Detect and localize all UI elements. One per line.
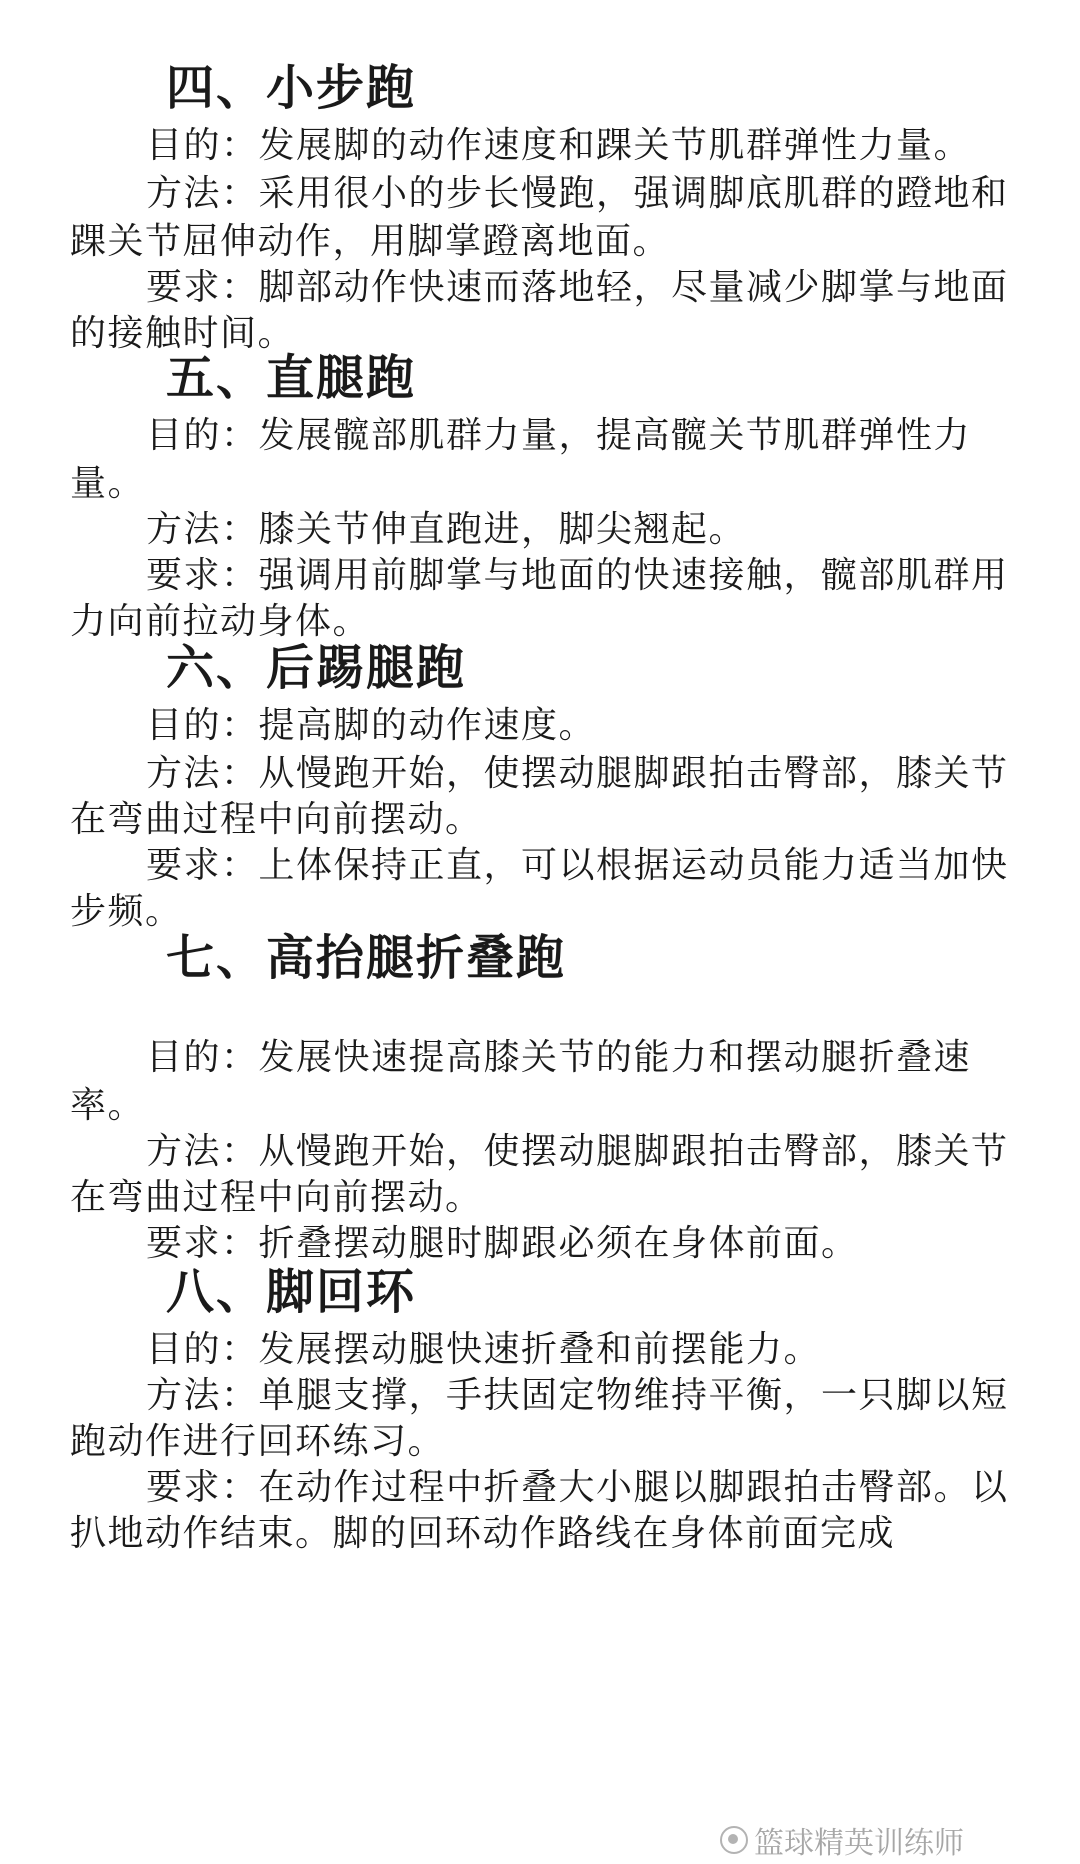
section-heading: 六、后踢腿跑 xyxy=(166,640,467,696)
watermark-text: 篮球精英训练师 xyxy=(754,1826,964,1861)
paragraph-line: 步频。 xyxy=(70,891,183,932)
paragraph-line: 方法：膝关节伸直跑进，脚尖翘起。 xyxy=(146,509,747,550)
wechat-official-account-icon xyxy=(720,1826,748,1854)
section-heading: 五、直腿跑 xyxy=(166,350,417,406)
paragraph-line: 跑动作进行回环练习。 xyxy=(70,1421,446,1462)
paragraph-line: 要求：折叠摆动腿时脚跟必须在身体前面。 xyxy=(146,1223,859,1264)
paragraph-line: 要求：脚部动作快速而落地轻，尽量减少脚掌与地面 xyxy=(146,267,1009,308)
section-heading: 七、高抬腿折叠跑 xyxy=(166,930,567,986)
watermark xyxy=(720,1818,964,1862)
paragraph-line: 目的：发展摆动腿快速折叠和前摆能力。 xyxy=(146,1329,822,1370)
paragraph-line: 方法：从慢跑开始，使摆动腿脚跟拍击臀部，膝关节 xyxy=(146,753,1009,794)
paragraph-line: 在弯曲过程中向前摆动。 xyxy=(70,799,483,840)
paragraph-line: 目的：发展快速提高膝关节的能力和摆动腿折叠速 xyxy=(146,1037,972,1078)
paragraph-line: 的接触时间。 xyxy=(70,313,296,354)
paragraph-line: 在弯曲过程中向前摆动。 xyxy=(70,1177,483,1218)
paragraph-line: 方法：从慢跑开始，使摆动腿脚跟拍击臀部，膝关节 xyxy=(146,1131,1009,1172)
paragraph-line: 要求：强调用前脚掌与地面的快速接触，髋部肌群用 xyxy=(146,555,1009,596)
paragraph-line: 要求：上体保持正直，可以根据运动员能力适当加快 xyxy=(146,845,1009,886)
paragraph-line: 目的：提高脚的动作速度。 xyxy=(146,705,597,746)
section-heading: 四、小步跑 xyxy=(166,60,417,116)
paragraph-line: 方法：单腿支撑，手扶固定物维持平衡，一只脚以短 xyxy=(146,1375,1009,1416)
paragraph-line: 量。 xyxy=(70,463,146,504)
paragraph-line: 踝关节屈伸动作，用脚掌蹬离地面。 xyxy=(70,221,671,262)
paragraph-line: 率。 xyxy=(70,1085,146,1126)
section-heading: 八、脚回环 xyxy=(166,1264,417,1320)
paragraph-line: 力向前拉动身体。 xyxy=(70,601,371,642)
paragraph-line: 扒地动作结束。脚的回环动作路线在身体前面完成 xyxy=(70,1513,896,1554)
paragraph-line: 方法：采用很小的步长慢跑，强调脚底肌群的蹬地和 xyxy=(146,173,1009,214)
paragraph-line: 目的：发展髋部肌群力量，提高髋关节肌群弹性力 xyxy=(146,415,972,456)
paragraph-line: 目的：发展脚的动作速度和踝关节肌群弹性力量。 xyxy=(146,125,972,166)
paragraph-line: 要求：在动作过程中折叠大小腿以脚跟拍击臀部。以 xyxy=(146,1467,1009,1508)
